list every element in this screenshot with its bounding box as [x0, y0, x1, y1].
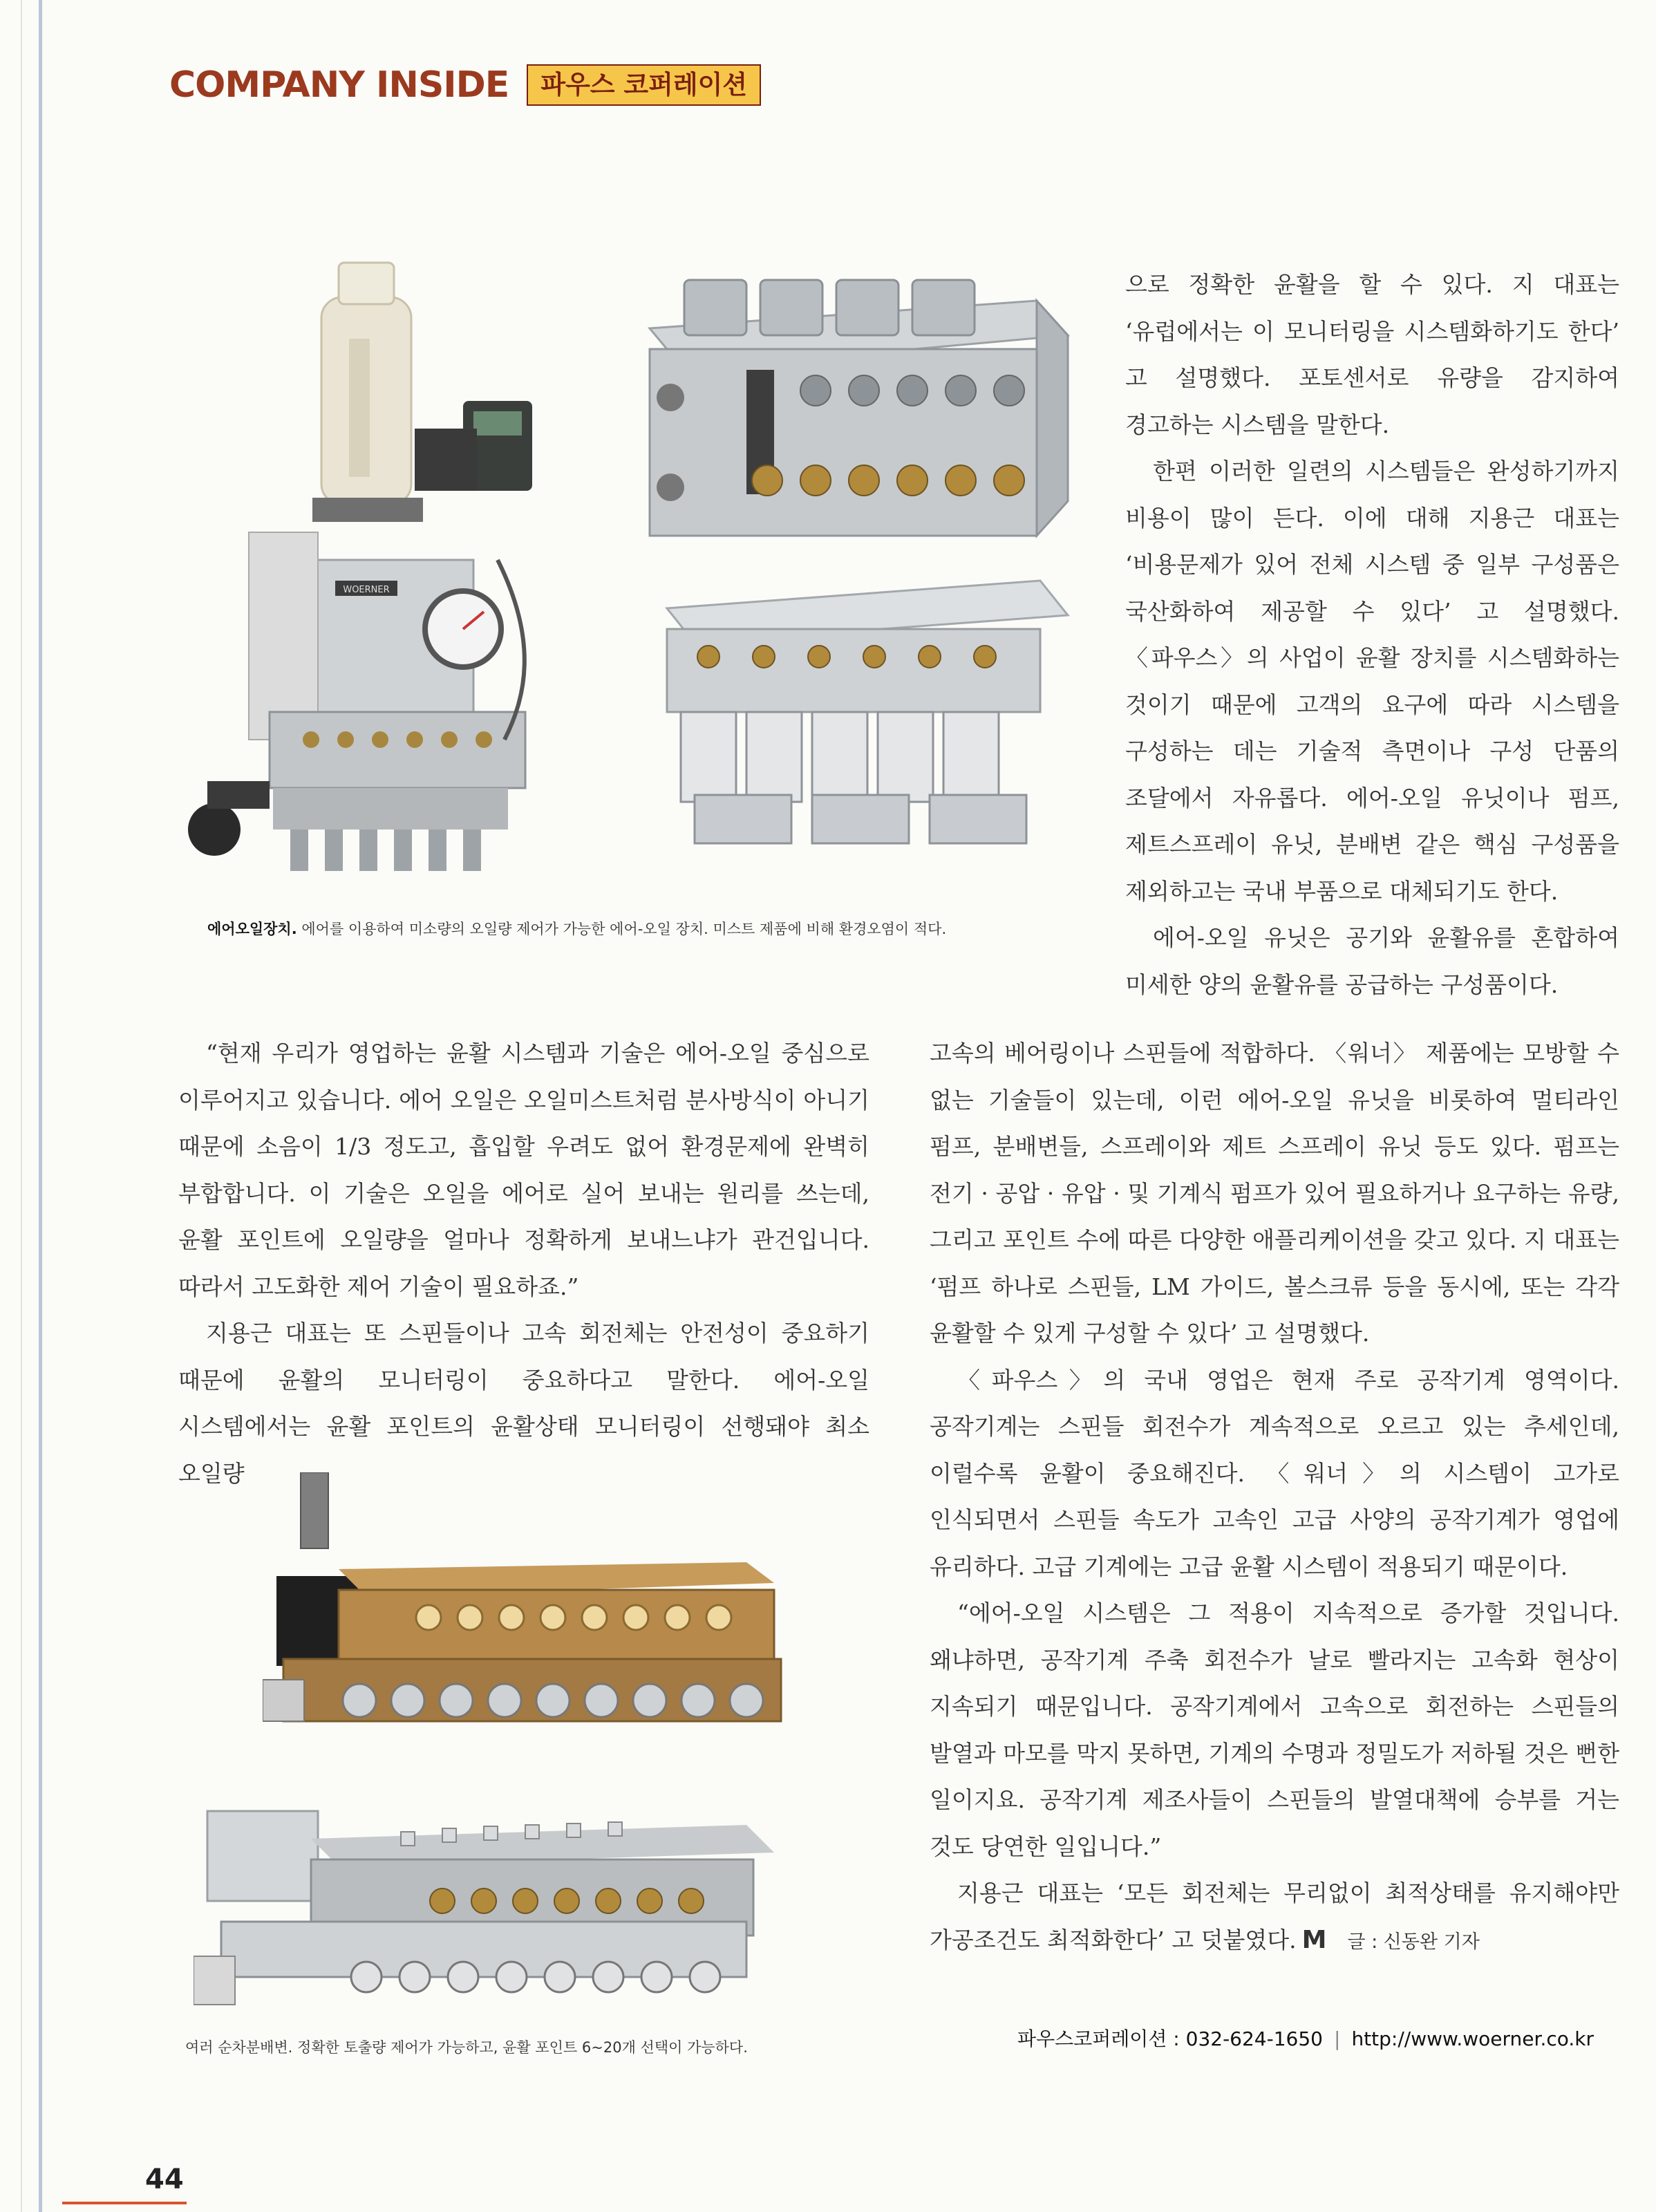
page-number: 44 [145, 2164, 184, 2195]
magazine-end-mark: M [1301, 1925, 1327, 1954]
article-paragraph: “에어-오일 시스템은 그 적용이 지속적으로 증가할 것입니다. 왜냐하면, 공작기계 주축 회전수가 날로 빨라지는 고속화 현상이 지속되기 때문입니다. 공작기계에서 고속으로 회전하는 스핀들의 발열과 마모를 막지 못하면, 기계의 수명과 정밀도가 저하될 것은 뻔한 일이지요. 공작기계 제조사들이 스핀들의 발열대책에 승부를 거는 것도 당연한 일입니다.” [930, 1600, 1619, 1860]
article-paragraph: 고속의 베어링이나 스핀들에 적합하다. 〈워너〉 제품에는 모방할 수 없는 기술들이 있는데, 이런 에어-오일 유닛을 비롯하여 멀티라인 펌프, 분배변들, 스프레이와 제트 스프레이 유닛 등도 있다. 펌프는 전기 · 공압 · 유압 · 및 기계식 펌프가 있어 필요하거나 요구하는 유량, 그리고 포인트 수에 따른 다양한 애플리케이션을 갖고 있다. 지 대표는 ‘펌프 하나로 스핀들, LM 가이드, 볼스크류 등을 동시에, 또는 각각 윤활할 수 있게 구성할 수 있다’ 고 설명했다. [930, 1040, 1619, 1347]
photo-aluminum-distributor [194, 1797, 802, 2025]
photo-air-oil-unit [180, 256, 553, 885]
photo-caption-top [207, 918, 946, 939]
photo-progressive-distributor [622, 273, 1078, 550]
caption-title: 에어오일장치. [207, 921, 297, 937]
article-paragraph: “현재 우리가 영업하는 윤활 시스템과 기술은 에어-오일 중심으로 이루어지고 있습니다. 에어 오일은 오일미스트처럼 분사방식이 아니기 때문에 소음이 1/3 정도고, 흡입할 우려도 없어 환경문제에 완벽히 부합합니다. 이 기술은 오일을 에어로 실어 보내는 원리를 쓰는데, 윤활 포인트에 오일량을 얼마나 정확하게 보내느냐가 관건입니다. 따라서 고도화한 제어 기술이 필요하죠.” [178, 1040, 869, 1300]
page-edge-shadow [21, 0, 22, 2212]
photo-brass-distributor [263, 1472, 802, 1763]
article-paragraph: 한편 이러한 일련의 시스템들은 완성하기까지 비용이 많이 든다. 이에 대해 지용근 대표는 ‘비용문제가 있어 전체 시스템 중 일부 구성품은 국산화하여 제공할 수 있다’ 고 설명했다. 〈파우스〉의 사업이 윤활 장치를 시스템화하는 것이기 때문에 고객의 요구에 따라 시스템을 구성하는 데는 기술적 측면이나 구성 단품의 조달에서 자유롭다. 에어-오일 유닛이나 펌프, 제트스프레이 유닛, 분배변 같은 핵심 구성품을 제외하고는 국내 부품으로 대체되기도 한다. [1125, 458, 1619, 905]
page-edge-rule [39, 0, 42, 2212]
page-number-accent-rule [62, 2202, 187, 2204]
caption-text: 에어를 이용하여 미소량의 오일량 제어가 가능한 에어-오일 장치. 미스트 제품에 비해 환경오염이 적다. [301, 921, 947, 937]
contact-separator: | [1334, 2027, 1341, 2050]
photo-caption-bottom: 여러 순차분배변. 정확한 토출량 제어가 가능하고, 윤활 포인트 6~20개 선택이 가능하다. [185, 2039, 748, 2056]
brand-plate-label: WOERNER [343, 585, 390, 595]
article-paragraph: 지용근 대표는 또 스핀들이나 고속 회전체는 안전성이 중요하기 때문에 윤활의 모니터링이 중요하다고 말한다. 에어-오일 시스템에서는 윤활 포인트의 윤활상태 모니터링이 선행돼야 최소 오일량 [178, 1320, 869, 1487]
author-byline: 글 : 신동완 기자 [1347, 1931, 1480, 1953]
article-paragraph: 〈파우스〉의 국내 영업은 현재 주로 공작기계 영역이다. 공작기계는 스핀들 회전수가 계속적으로 오르고 있는 추세인데, 이럴수록 윤활이 중요해진다. 〈워너〉의 시스템이 고가로 인식되면서 스핀들 속도가 고속인 고급 사양의 공작기계가 영업에 유리하다. 고급 기계에는 고급 윤활 시스템이 적용되기 때문이다. [930, 1366, 1619, 1580]
company-tag: 파우스 코퍼레이션 [527, 64, 761, 106]
article-column-left [178, 1030, 869, 1497]
article-paragraph: 에어-오일 유닛은 공기와 윤활유를 혼합하여 미세한 양의 윤활유를 공급하는 구성품이다. [1125, 924, 1619, 998]
article-paragraph-final [930, 1870, 1619, 1965]
article-closing-sentence: 지용근 대표는 ‘모든 회전체는 무리없이 최적상태를 유지해야만 가공조건도 최적화한다’ 고 덧붙였다. [930, 1880, 1619, 1953]
contact-phone: 파우스코퍼레이션 : 032-624-1650 [1017, 2027, 1323, 2050]
article-paragraph: 으로 정확한 윤활을 할 수 있다. 지 대표는 ‘유럽에서는 이 모니터링을 시스템화하기도 한다’ 고 설명했다. 포토센서로 유량을 감지하여 경고하는 시스템을 말한다. [1125, 271, 1619, 438]
contact-url[interactable]: http://www.woerner.co.kr [1351, 2027, 1594, 2050]
section-header [169, 64, 761, 106]
article-column-right [930, 1030, 1619, 1965]
section-title: COMPANY INSIDE [169, 64, 509, 106]
article-column-top-right [1125, 261, 1619, 1008]
photo-distributor-sight-glass [653, 567, 1078, 857]
company-contact [1017, 2024, 1594, 2052]
